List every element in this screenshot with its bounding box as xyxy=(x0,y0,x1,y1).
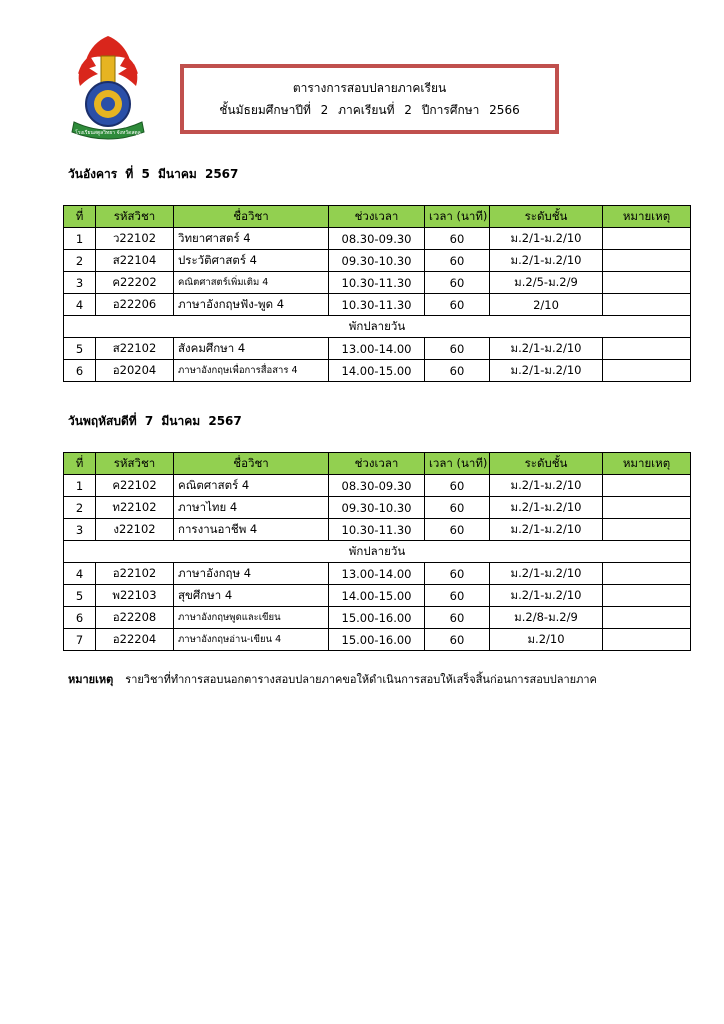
cell-level: ม.2/1-ม.2/10 xyxy=(490,228,603,250)
cell-level: ม.2/1-ม.2/10 xyxy=(490,497,603,519)
cell-no: 4 xyxy=(64,294,96,316)
day2-heading: วันพฤหัสบดีที่ 7 มีนาคม 2567 xyxy=(68,414,242,428)
cell-name: ภาษาอังกฤษเพื่อการสื่อสาร 4 xyxy=(174,360,329,382)
cell-time: 14.00-15.00 xyxy=(329,360,425,382)
cell-no: 5 xyxy=(64,338,96,360)
cell-no: 2 xyxy=(64,250,96,272)
cell-code: ว22102 xyxy=(96,228,174,250)
cell-no: 2 xyxy=(64,497,96,519)
cell-time: 10.30-11.30 xyxy=(329,519,425,541)
day1-heading: วันอังคาร ที่ 5 มีนาคม 2567 xyxy=(68,167,239,181)
col-no: ที่ xyxy=(64,453,96,475)
cell-code: ส22104 xyxy=(96,250,174,272)
cell-code: ส22102 xyxy=(96,338,174,360)
cell-code: พ22103 xyxy=(96,585,174,607)
cell-no: 1 xyxy=(64,228,96,250)
cell-minutes: 60 xyxy=(425,497,490,519)
table-row xyxy=(64,360,691,382)
footnote-label: หมายเหตุ xyxy=(68,673,114,686)
cell-code: อ22102 xyxy=(96,563,174,585)
cell-level: ม.2/1-ม.2/10 xyxy=(490,519,603,541)
col-level: ระดับชั้น xyxy=(490,453,603,475)
cell-minutes: 60 xyxy=(425,272,490,294)
cell-time: 08.30-09.30 xyxy=(329,228,425,250)
footnote xyxy=(68,670,597,688)
cell-time: 10.30-11.30 xyxy=(329,294,425,316)
title-line-2: ชั้นมัธยมศึกษาปีที่ 2 ภาคเรียนที่ 2 ปีการศึกษา 2566 xyxy=(219,103,520,117)
cell-minutes: 60 xyxy=(425,360,490,382)
cell-minutes: 60 xyxy=(425,629,490,651)
cell-name: การงานอาชีพ 4 xyxy=(174,519,329,541)
table-row xyxy=(64,250,691,272)
cell-level: 2/10 xyxy=(490,294,603,316)
cell-note xyxy=(603,629,691,651)
cell-time: 08.30-09.30 xyxy=(329,475,425,497)
cell-level: ม.2/1-ม.2/10 xyxy=(490,563,603,585)
cell-time: 09.30-10.30 xyxy=(329,250,425,272)
cell-no: 5 xyxy=(64,585,96,607)
cell-time: 15.00-16.00 xyxy=(329,629,425,651)
cell-name: สังคมศึกษา 4 xyxy=(174,338,329,360)
cell-name: คณิตศาสตร์ 4 xyxy=(174,475,329,497)
cell-minutes: 60 xyxy=(425,294,490,316)
col-note: หมายเหตุ xyxy=(603,453,691,475)
cell-name: สุขศึกษา 4 xyxy=(174,585,329,607)
cell-note xyxy=(603,563,691,585)
cell-note xyxy=(603,360,691,382)
cell-minutes: 60 xyxy=(425,228,490,250)
table-header-row xyxy=(64,206,691,228)
cell-level: ม.2/1-ม.2/10 xyxy=(490,250,603,272)
col-time: ช่วงเวลา xyxy=(329,453,425,475)
cell-no: 6 xyxy=(64,360,96,382)
cell-time: 13.00-14.00 xyxy=(329,563,425,585)
cell-no: 6 xyxy=(64,607,96,629)
cell-minutes: 60 xyxy=(425,250,490,272)
cell-no: 3 xyxy=(64,272,96,294)
cell-note xyxy=(603,294,691,316)
cell-minutes: 60 xyxy=(425,563,490,585)
cell-no: 4 xyxy=(64,563,96,585)
cell-time: 13.00-14.00 xyxy=(329,338,425,360)
cell-level: ม.2/1-ม.2/10 xyxy=(490,585,603,607)
table-row xyxy=(64,228,691,250)
cell-name: ภาษาอังกฤษ 4 xyxy=(174,563,329,585)
table-row xyxy=(64,272,691,294)
col-note: หมายเหตุ xyxy=(603,206,691,228)
table-row xyxy=(64,629,691,651)
table-row xyxy=(64,519,691,541)
title-line-1: ตารางการสอบปลายภาคเรียน xyxy=(292,81,447,95)
cell-level: ม.2/1-ม.2/10 xyxy=(490,360,603,382)
cell-note xyxy=(603,475,691,497)
logo-text: โรงเรียนสตูลวิทยา จังหวัดสตูล xyxy=(75,130,141,136)
school-emblem-icon xyxy=(68,34,148,142)
cell-minutes: 60 xyxy=(425,519,490,541)
cell-name: ภาษาอังกฤษฟัง-พูด 4 xyxy=(174,294,329,316)
break-row xyxy=(64,316,691,338)
break-label: พักปลายวัน xyxy=(64,316,691,338)
cell-code: อ22204 xyxy=(96,629,174,651)
col-minutes: เวลา (นาที) xyxy=(425,206,490,228)
col-code: รหัสวิชา xyxy=(96,206,174,228)
table-row xyxy=(64,294,691,316)
table-row xyxy=(64,475,691,497)
cell-note xyxy=(603,250,691,272)
cell-level: ม.2/8-ม.2/9 xyxy=(490,607,603,629)
cell-note xyxy=(603,338,691,360)
table-row xyxy=(64,497,691,519)
cell-code: ท22102 xyxy=(96,497,174,519)
cell-no: 1 xyxy=(64,475,96,497)
table-row xyxy=(64,338,691,360)
footnote-text: รายวิชาที่ทำการสอบนอกตารางสอบปลายภาคขอให้ดำเนินการสอบให้เสร็จสิ้นก่อนการสอบปลายภาค xyxy=(125,673,597,686)
cell-name: วิทยาศาสตร์ 4 xyxy=(174,228,329,250)
cell-no: 3 xyxy=(64,519,96,541)
col-code: รหัสวิชา xyxy=(96,453,174,475)
cell-minutes: 60 xyxy=(425,338,490,360)
cell-name: ประวัติศาสตร์ 4 xyxy=(174,250,329,272)
cell-level: ม.2/5-ม.2/9 xyxy=(490,272,603,294)
cell-code: อ22208 xyxy=(96,607,174,629)
day2-schedule-table xyxy=(63,452,691,651)
cell-minutes: 60 xyxy=(425,607,490,629)
cell-note xyxy=(603,607,691,629)
cell-level: ม.2/1-ม.2/10 xyxy=(490,338,603,360)
cell-code: ค22102 xyxy=(96,475,174,497)
cell-no: 7 xyxy=(64,629,96,651)
cell-note xyxy=(603,519,691,541)
cell-time: 10.30-11.30 xyxy=(329,272,425,294)
day1-schedule-table xyxy=(63,205,691,382)
cell-name: ภาษาอังกฤษอ่าน-เขียน 4 xyxy=(174,629,329,651)
title-box xyxy=(180,64,559,134)
col-time: ช่วงเวลา xyxy=(329,206,425,228)
break-row xyxy=(64,541,691,563)
cell-time: 14.00-15.00 xyxy=(329,585,425,607)
cell-time: 15.00-16.00 xyxy=(329,607,425,629)
cell-level: ม.2/1-ม.2/10 xyxy=(490,475,603,497)
col-name: ชื่อวิชา xyxy=(174,206,329,228)
cell-minutes: 60 xyxy=(425,475,490,497)
col-no: ที่ xyxy=(64,206,96,228)
cell-code: ค22202 xyxy=(96,272,174,294)
cell-name: คณิตศาสตร์เพิ่มเติม 4 xyxy=(174,272,329,294)
cell-minutes: 60 xyxy=(425,585,490,607)
cell-name: ภาษาอังกฤษพูดและเขียน xyxy=(174,607,329,629)
break-label: พักปลายวัน xyxy=(64,541,691,563)
col-level: ระดับชั้น xyxy=(490,206,603,228)
cell-time: 09.30-10.30 xyxy=(329,497,425,519)
col-minutes: เวลา (นาที) xyxy=(425,453,490,475)
table-row xyxy=(64,607,691,629)
table-row xyxy=(64,563,691,585)
table-row xyxy=(64,585,691,607)
cell-name: ภาษาไทย 4 xyxy=(174,497,329,519)
table-header-row xyxy=(64,453,691,475)
cell-note xyxy=(603,497,691,519)
col-name: ชื่อวิชา xyxy=(174,453,329,475)
cell-code: อ22206 xyxy=(96,294,174,316)
cell-code: ง22102 xyxy=(96,519,174,541)
cell-code: อ20204 xyxy=(96,360,174,382)
cell-note xyxy=(603,228,691,250)
cell-note xyxy=(603,272,691,294)
cell-note xyxy=(603,585,691,607)
cell-level: ม.2/10 xyxy=(490,629,603,651)
